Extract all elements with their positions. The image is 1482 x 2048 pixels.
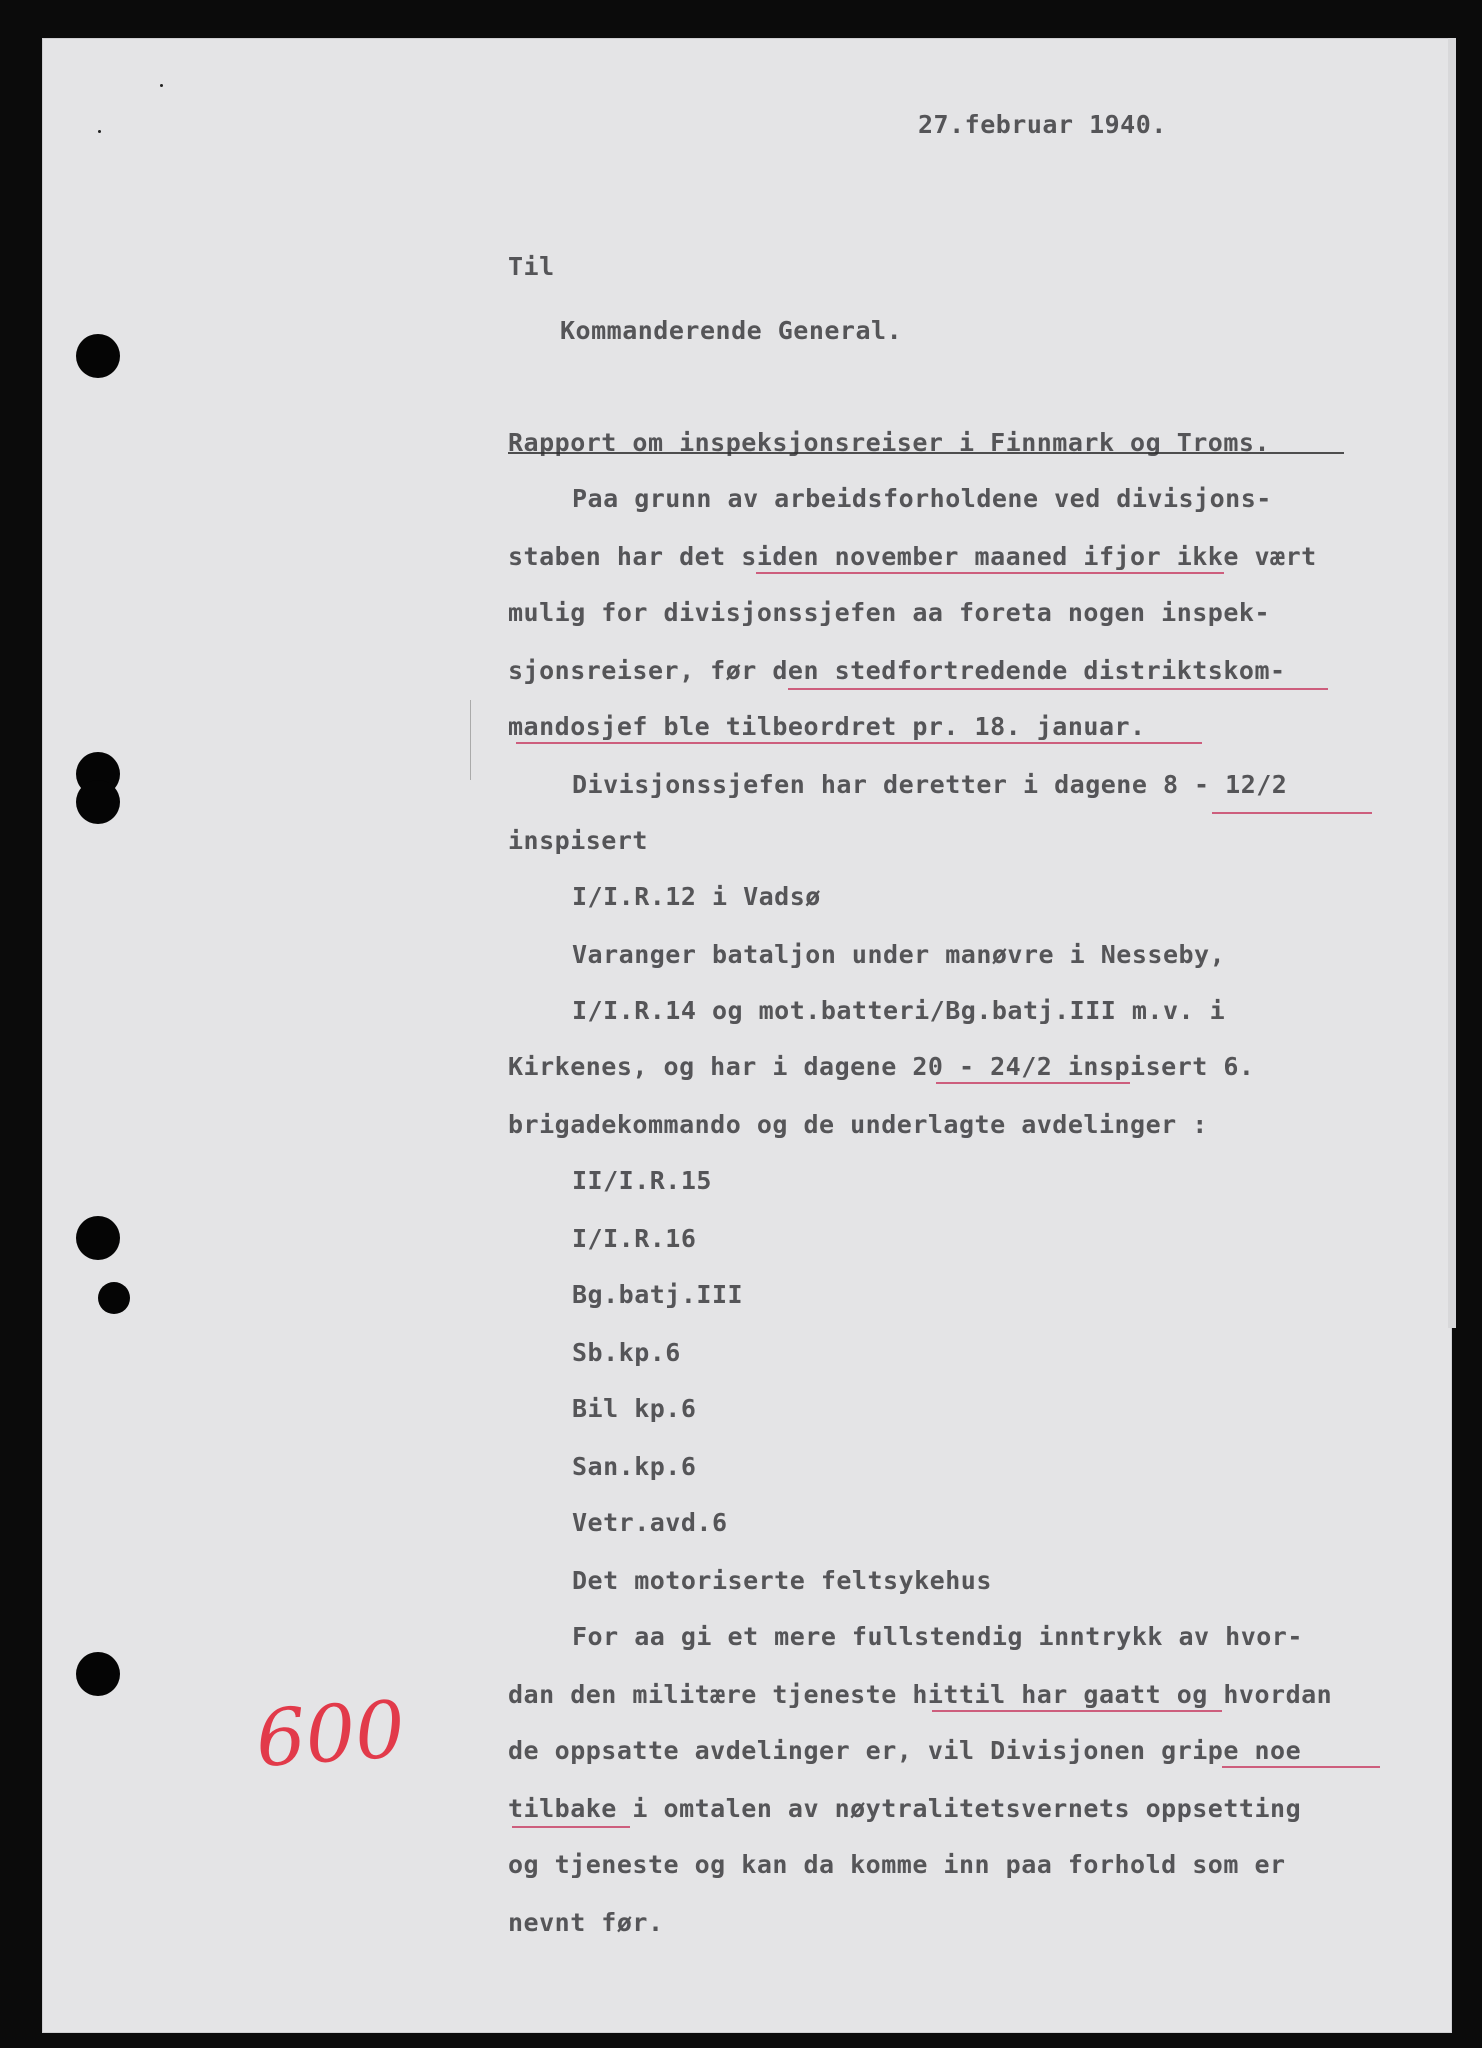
body-line: For aa gi et mere fullstendig inntrykk av hvor- [572, 1622, 1303, 1651]
punch-hole [76, 334, 120, 378]
body-line: I/I.R.14 og mot.batteri/Bg.batj.III m.v. i [572, 996, 1226, 1025]
body-line: brigadekommando og de underlagte avdelinger : [508, 1110, 1208, 1139]
unit-item: San.kp.6 [572, 1452, 697, 1481]
unit-item: Vetr.avd.6 [572, 1508, 728, 1537]
body-line: Paa grunn av arbeidsforholdene ved divisjons- [572, 484, 1272, 513]
speck [160, 84, 163, 87]
unit-item: II/I.R.15 [572, 1166, 712, 1195]
body-line: mulig for divisjonssjefen aa foreta nogen inspek- [508, 598, 1271, 627]
body-line: sjonsreiser, før den stedfortredende distriktskom- [508, 656, 1286, 685]
unit-item: Det motoriserte feltsykehus [572, 1566, 992, 1595]
body-line: nevnt før. [508, 1908, 664, 1937]
body-line: inspisert [508, 826, 648, 855]
handwritten-page-number: 600 [253, 1684, 408, 1786]
pencil-underline [516, 742, 1202, 744]
punch-hole [98, 1282, 130, 1314]
pencil-underline [788, 688, 1328, 690]
unit-item: Bil kp.6 [572, 1394, 697, 1423]
pencil-underline [512, 1826, 630, 1828]
body-line: og tjeneste og kan da komme inn paa forhold som er [508, 1850, 1286, 1879]
salutation: Til [508, 252, 555, 281]
torn-edge [1448, 38, 1456, 1328]
body-line: dan den militære tjeneste hittil har gaatt og hvordan [508, 1680, 1333, 1709]
punch-hole [76, 1216, 120, 1260]
punch-hole [76, 780, 120, 824]
pencil-underline [1212, 812, 1372, 814]
body-line: tilbake i omtalen av nøytralitetsvernets oppsetting [508, 1794, 1302, 1823]
body-line: Kirkenes, og har i dagene 20 - 24/2 inspisert 6. [508, 1052, 1255, 1081]
unit-item: Bg.batj.III [572, 1280, 744, 1309]
subject-line: Rapport om inspeksjonsreiser i Finnmark og Troms. [508, 428, 1271, 457]
body-line: I/I.R.12 i Vadsø [572, 882, 821, 911]
pencil-underline [936, 1082, 1130, 1084]
pencil-underline [932, 1710, 1222, 1712]
pencil-underline [1222, 1766, 1380, 1768]
body-line: mandosjef ble tilbeordret pr. 18. januar. [508, 712, 1146, 741]
body-line: Varanger bataljon under manøvre i Nesseby, [572, 940, 1226, 969]
unit-item: Sb.kp.6 [572, 1338, 681, 1367]
speck [98, 130, 101, 133]
addressee: Kommanderende General. [560, 316, 903, 345]
body-line: de oppsatte avdelinger er, vil Divisjonen gripe noe [508, 1736, 1302, 1765]
unit-item: I/I.R.16 [572, 1224, 697, 1253]
body-line: staben har det siden november maaned ifjor ikke vært [508, 542, 1317, 571]
subject-underline [508, 452, 1344, 454]
punch-hole [76, 1652, 120, 1696]
body-line: Divisjonssjefen har deretter i dagene 8 - 12/2 [572, 770, 1288, 799]
pencil-underline [756, 572, 1224, 574]
paper-crease [470, 700, 471, 780]
letter-date: 27.februar 1940. [918, 110, 1167, 139]
